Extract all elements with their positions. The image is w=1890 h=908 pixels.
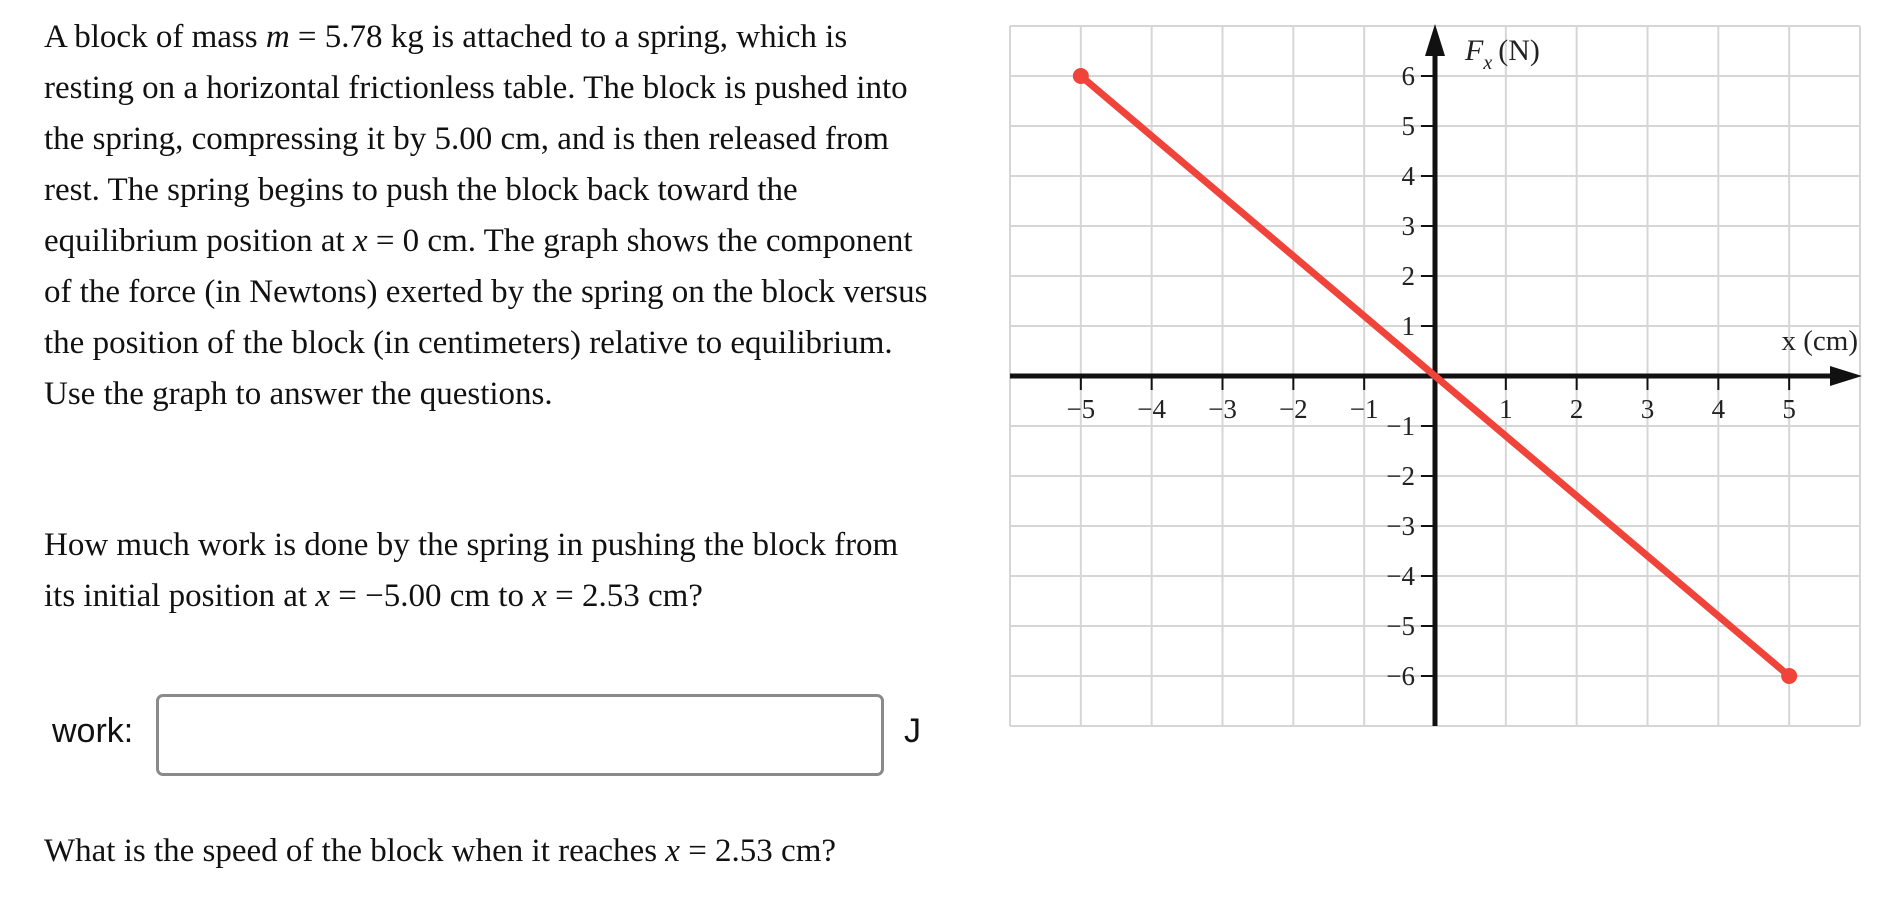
y-tick-label: −5 [1386, 611, 1415, 641]
y-tick-label: −2 [1386, 461, 1415, 491]
x-tick-label: −2 [1278, 394, 1308, 424]
y-tick-label: 3 [1401, 211, 1415, 241]
question-text: What is the speed of the block when it reaches [44, 833, 666, 869]
work-input[interactable] [156, 694, 884, 776]
intro-text: = 5.78 kg is attached to a spring, which is resting on a horizontal frictionless table. The block is pushed into the spring, compressing it by 5.00 cm, and is then released from rest. The spring begins to push the block back toward the equilibrium position at [44, 19, 908, 259]
y-tick-label: 1 [1401, 311, 1415, 341]
question-text: How much work is done by the spring in pushing the block from its initial position at [44, 527, 899, 614]
x-tick-label: 1 [1499, 394, 1513, 424]
question-work [44, 520, 934, 622]
y-tick-label: 4 [1401, 161, 1415, 191]
question-text: = 2.53 cm? [546, 578, 703, 614]
series-endpoint [1073, 68, 1089, 84]
y-axis-label [1464, 34, 1540, 74]
problem-intro [44, 12, 934, 420]
intro-text: A block of mass [44, 19, 266, 55]
question-text: = −5.00 cm to [330, 578, 533, 614]
position-variable: x [665, 833, 680, 869]
y-tick-label: 6 [1401, 61, 1415, 91]
x-tick-label: −4 [1137, 394, 1167, 424]
force-position-graph [1000, 16, 1870, 736]
x-axis-arrowhead [1830, 366, 1862, 386]
y-tick-label: −4 [1386, 561, 1415, 591]
mass-variable: m [265, 19, 290, 55]
series-endpoint [1781, 668, 1797, 684]
y-tick-label: −6 [1386, 661, 1415, 691]
position-variable: x [352, 223, 368, 259]
x-tick-label: −1 [1349, 394, 1379, 424]
x-tick-label: 4 [1711, 394, 1726, 424]
x-tick-label: 3 [1640, 394, 1655, 424]
y-tick-label: −1 [1386, 411, 1415, 441]
y-axis-label-variable: F [1465, 34, 1484, 67]
x-tick-label: 5 [1782, 394, 1796, 424]
x-tick-label: −3 [1208, 394, 1237, 424]
x-axis-label: x (cm) [1781, 325, 1858, 357]
question-speed [44, 826, 934, 877]
position-variable: x [315, 578, 330, 614]
y-axis-label-unit: (N) [1498, 34, 1540, 67]
position-variable: x [532, 578, 547, 614]
y-tick-label: −3 [1386, 511, 1415, 541]
work-label: work: [52, 712, 134, 750]
y-tick-label: 2 [1401, 261, 1415, 291]
y-axis-arrowhead [1425, 24, 1445, 56]
question-text: = 2.53 cm? [679, 833, 837, 869]
x-tick-label: −5 [1066, 394, 1096, 424]
x-tick-label: 2 [1569, 394, 1584, 424]
work-unit: J [904, 712, 921, 750]
y-axis-label-subscript: x [1483, 52, 1493, 74]
y-tick-label: 5 [1401, 111, 1415, 141]
intro-text: = 0 cm. The graph shows the component of the force (in Newtons) exerted by the spring on the block versus the position of the block (in centimeters) relative to equilibrium. Use the graph to answer the questions. [44, 223, 928, 412]
